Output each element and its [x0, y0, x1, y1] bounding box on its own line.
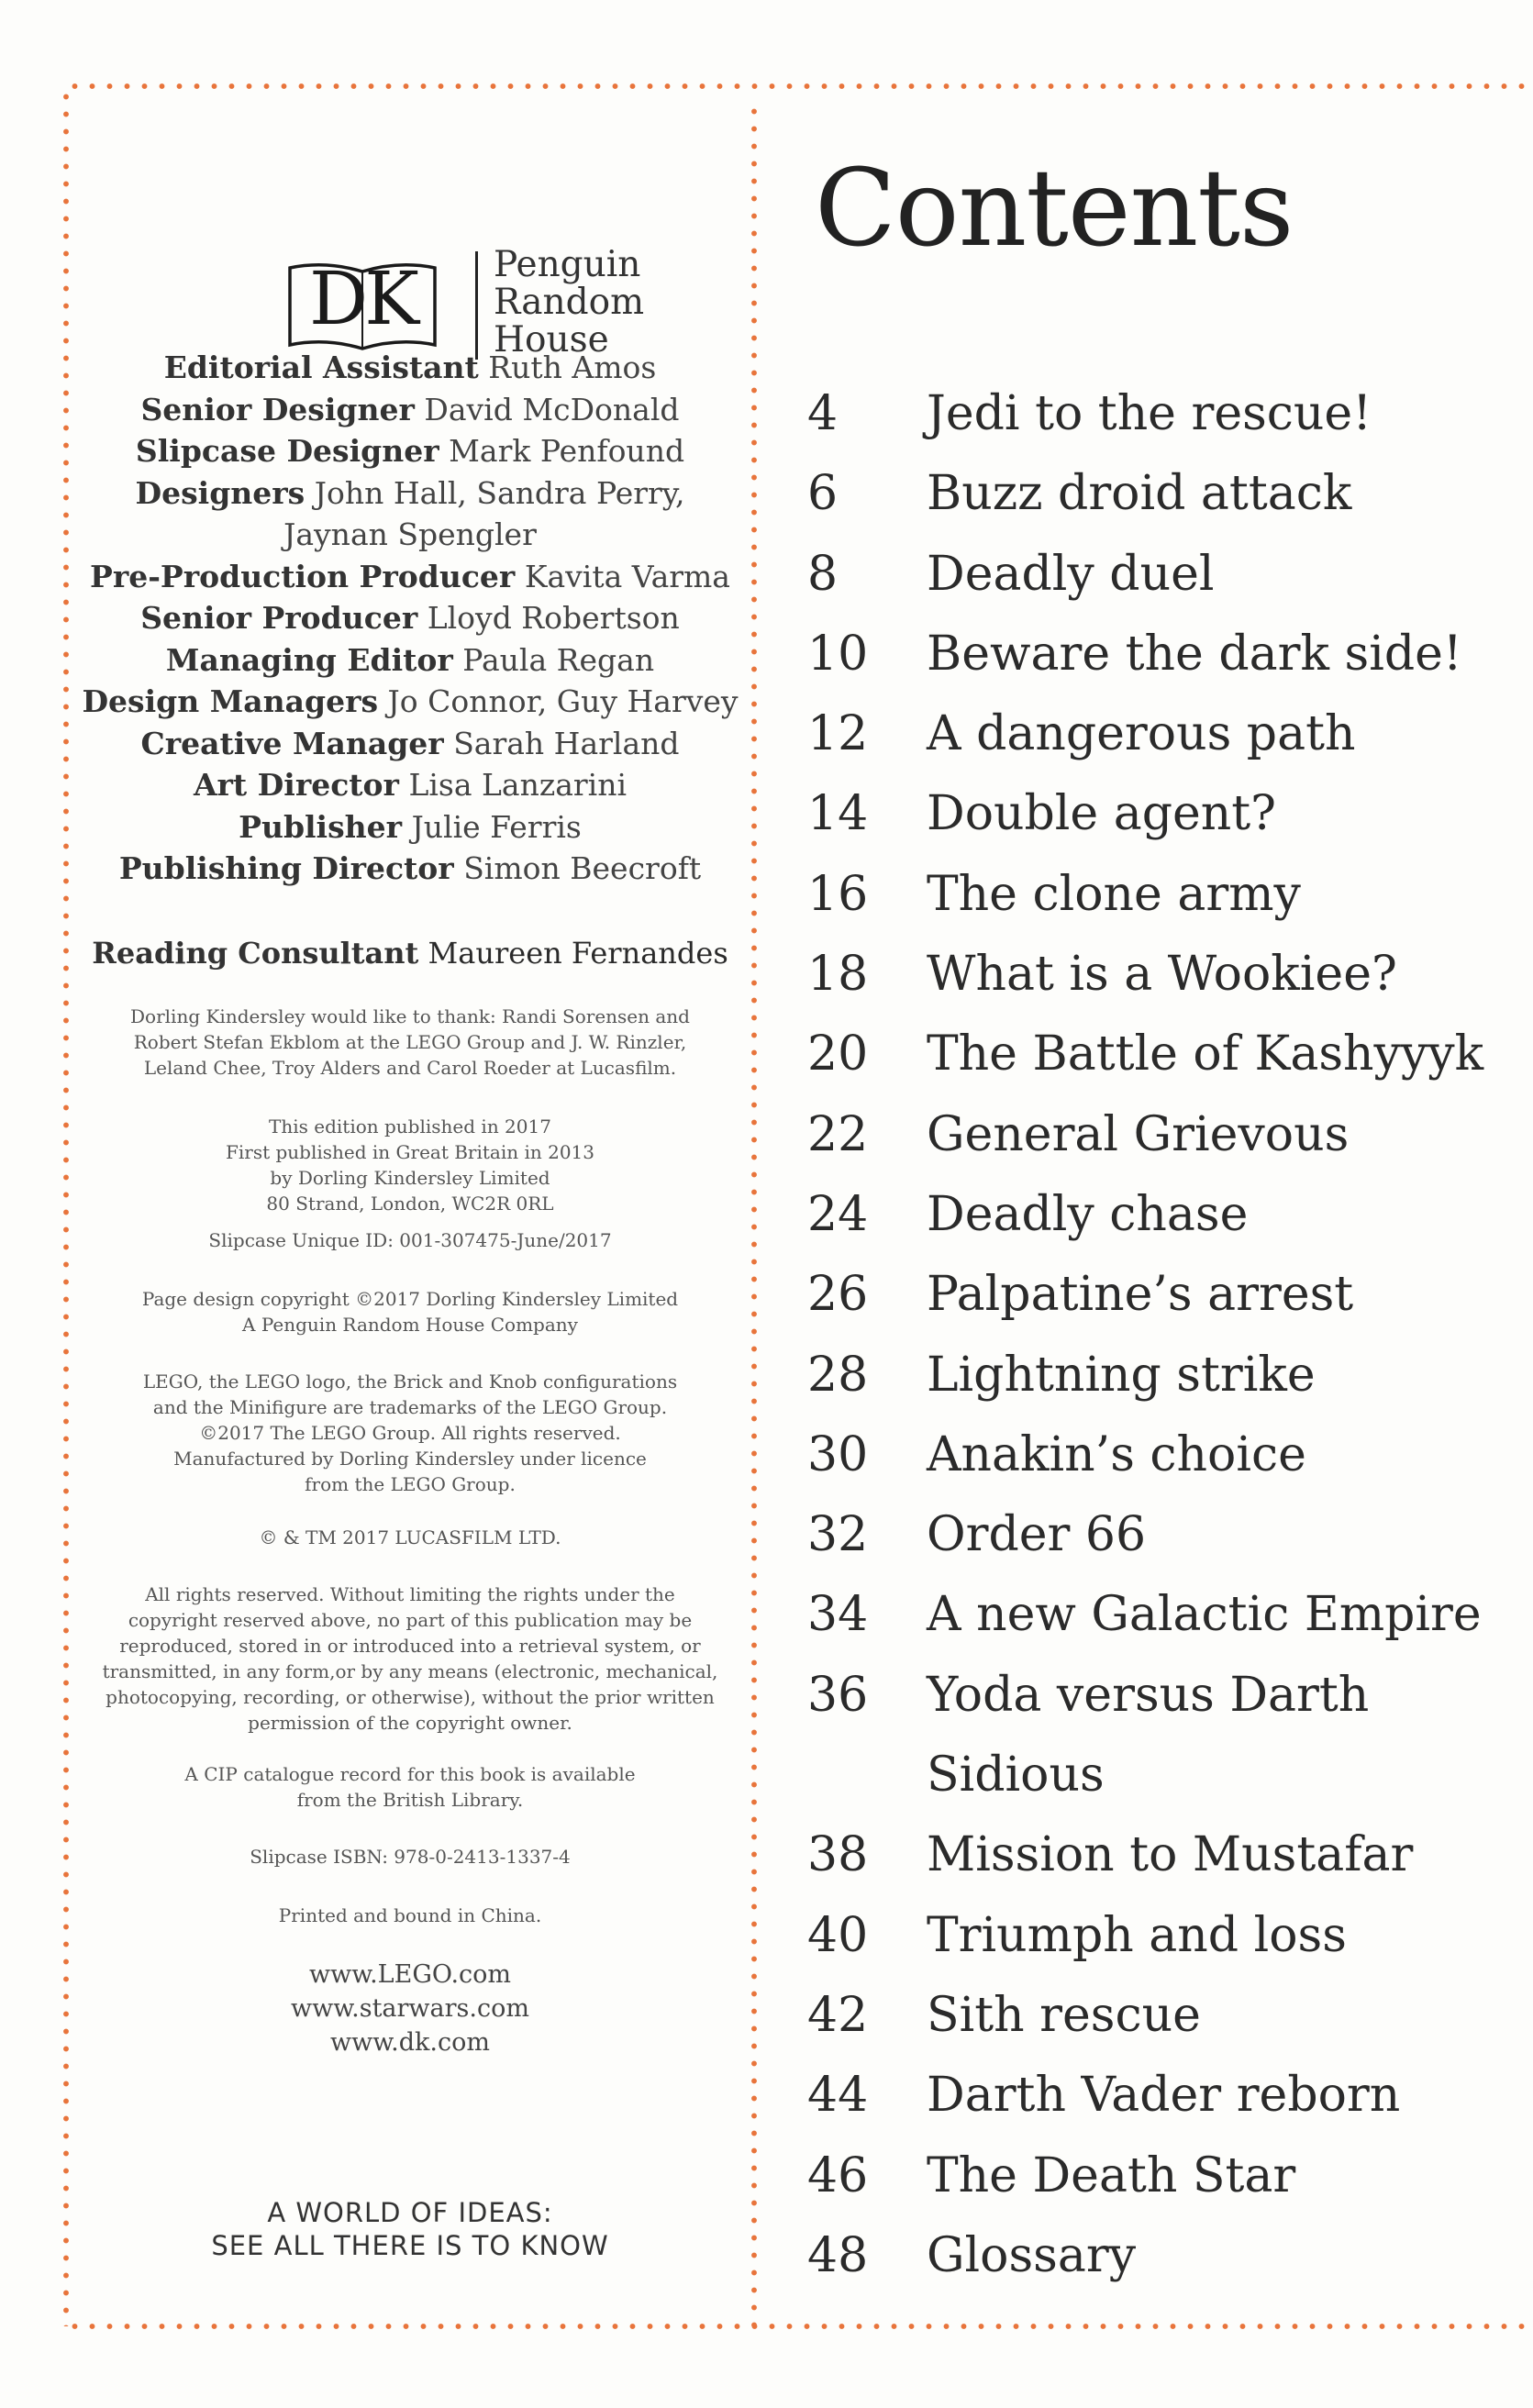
- toc-entry-title: What is a Wookiee?: [927, 947, 1397, 1003]
- toc-entry-title: Palpatine’s arrest: [927, 1267, 1354, 1323]
- credit-role: Senior Producer: [140, 600, 418, 636]
- toc-item: [807, 1175, 1505, 1255]
- credit-line: [66, 723, 754, 765]
- toc-page-number: 26: [807, 1267, 869, 1323]
- toc-item: [807, 1815, 1505, 1895]
- toc-item: [807, 2216, 1505, 2296]
- credit-name: Jaynan Spengler: [283, 516, 537, 552]
- toc-page-number: 34: [807, 1587, 869, 1643]
- credit-line: [66, 430, 754, 472]
- isbn: [94, 1844, 727, 1870]
- toc-item: [807, 615, 1505, 694]
- toc-entry-title: Triumph and loss: [927, 1907, 1347, 1963]
- toc-page-number: 18: [807, 947, 869, 1003]
- credit-role: Senior Designer: [140, 391, 415, 427]
- credit-role: Pre-Production Producer: [90, 558, 516, 594]
- toc-page-number: 32: [807, 1507, 869, 1563]
- credit-line: [66, 681, 754, 723]
- small-print-line: LEGO, the LEGO logo, the Brick and Knob configurations: [142, 1370, 678, 1393]
- lego-trademark-notice: [94, 1369, 727, 1497]
- toc-page-number: 48: [807, 2227, 869, 2283]
- toc-entry-title: Glossary: [927, 2227, 1137, 2283]
- consultant-name: Maureen Fernandes: [428, 936, 728, 971]
- slipcase-id: [94, 1227, 727, 1253]
- toc-page-number: 28: [807, 1347, 869, 1403]
- toc-entry-title: Order 66: [927, 1507, 1147, 1563]
- credit-name: Lloyd Robertson: [427, 600, 680, 636]
- tagline-line: SEE ALL THERE IS TO KNOW: [211, 2230, 609, 2261]
- small-print-line: Manufactured by Dorling Kindersley under licence: [173, 1448, 647, 1470]
- credit-name: Sarah Harland: [453, 725, 680, 761]
- toc-entry-title: Jedi to the rescue!: [927, 386, 1372, 441]
- toc-entry-title: Yoda versus Darth Sidious: [927, 1667, 1370, 1803]
- penguin-random-house-wordmark: [494, 246, 644, 359]
- toc-entry-title: Lightning strike: [927, 1347, 1316, 1403]
- toc-item: [807, 694, 1505, 774]
- imprint-panel: [66, 101, 754, 2321]
- toc-page-number: 8: [807, 546, 839, 602]
- credit-role: Publishing Director: [118, 850, 454, 886]
- toc-page-number: 16: [807, 866, 869, 922]
- toc-item: [807, 1255, 1505, 1335]
- small-print-line: Robert Stefan Ekblom at the LEGO Group and J. W. Rinzler,: [133, 1031, 687, 1053]
- credit-line: [66, 764, 754, 806]
- credit-line: [66, 389, 754, 431]
- consultant-role: Reading Consultant: [92, 936, 419, 971]
- website-link: www.dk.com: [330, 2028, 490, 2057]
- tagline-line: A WORLD OF IDEAS:: [267, 2197, 553, 2228]
- lucasfilm-copyright: [94, 1525, 727, 1550]
- publisher-line: House: [494, 319, 609, 361]
- credit-line: [66, 597, 754, 639]
- toc-page-number: 14: [807, 786, 869, 842]
- small-print-line: from the British Library.: [296, 1789, 524, 1811]
- small-print-line: from the LEGO Group.: [305, 1473, 516, 1495]
- toc-entry-title: A new Galactic Empire: [927, 1587, 1482, 1643]
- small-print-line: This edition published in 2017: [269, 1115, 551, 1137]
- credit-role: Designers: [135, 474, 305, 511]
- toc-item: [807, 1656, 1505, 1816]
- toc-entry-title: Deadly duel: [927, 546, 1215, 602]
- toc-item: [807, 774, 1505, 854]
- toc-item: [807, 1495, 1505, 1575]
- small-print-line: All rights reserved. Without limiting the rights under the: [145, 1583, 675, 1605]
- small-print-line: reproduced, stored in or introduced into a retrieval system, or: [119, 1635, 701, 1657]
- credit-name: Simon Beecroft: [463, 850, 702, 886]
- logo-divider: [475, 251, 478, 360]
- website-link: www.starwars.com: [291, 1994, 529, 2023]
- dotted-border-top: [66, 83, 1533, 90]
- cip-record: [94, 1761, 727, 1813]
- credit-role: Managing Editor: [165, 641, 453, 678]
- credit-role: Art Director: [193, 767, 399, 803]
- credit-line: [66, 639, 754, 682]
- small-print-line: 80 Strand, London, WC2R 0RL: [266, 1193, 554, 1215]
- toc-page-number: 38: [807, 1827, 869, 1883]
- small-print-line: First published in Great Britain in 2013: [225, 1141, 595, 1163]
- credit-role: Editorial Assistant: [163, 350, 479, 385]
- dotted-border-bottom: [66, 2323, 1533, 2330]
- credit-role: Slipcase Designer: [135, 433, 439, 469]
- toc-page-number: 36: [807, 1667, 869, 1723]
- website-links: [66, 1958, 754, 2059]
- page-design-copyright: [94, 1286, 727, 1337]
- small-print-line: A CIP catalogue record for this book is available: [184, 1763, 636, 1785]
- toc-item: [807, 1896, 1505, 1976]
- toc-page-number: 22: [807, 1106, 869, 1162]
- toc-entry-title: Deadly chase: [927, 1186, 1249, 1242]
- credit-name: John Hall, Sandra Perry,: [314, 474, 685, 511]
- toc-page-number: 10: [807, 626, 869, 682]
- toc-entry-title: The Death Star: [927, 2147, 1296, 2203]
- small-print-line: ©2017 The LEGO Group. All rights reserved.: [199, 1422, 621, 1444]
- toc-item: [807, 535, 1505, 615]
- toc-page-number: 44: [807, 2068, 869, 2124]
- toc-item: [807, 935, 1505, 1015]
- credit-role: Publisher: [239, 808, 403, 845]
- small-print-line: Slipcase Unique ID: 001-307475-June/2017: [208, 1229, 612, 1251]
- toc-item: [807, 1976, 1505, 2056]
- small-print-line: Dorling Kindersley would like to thank: Randi Sorensen and: [130, 1005, 690, 1027]
- small-print-line: Leland Chee, Troy Alders and Carol Roeder at Lucasfilm.: [143, 1057, 677, 1079]
- small-print-line: copyright reserved above, no part of this publication may be: [128, 1609, 693, 1631]
- credit-role: Creative Manager: [140, 725, 444, 761]
- toc-entry-title: Anakin’s choice: [927, 1426, 1306, 1482]
- credits-list: [66, 347, 754, 890]
- printed-in: [94, 1903, 727, 1928]
- toc-entry-title: Beware the dark side!: [927, 626, 1462, 682]
- dk-logo-text: DK: [309, 256, 416, 341]
- reading-consultant: [66, 936, 754, 971]
- toc-page-number: 6: [807, 466, 839, 522]
- small-print-line: Printed and bound in China.: [278, 1904, 542, 1926]
- dk-tagline: [66, 2196, 754, 2262]
- toc-item: [807, 374, 1505, 454]
- credit-name: David McDonald: [424, 391, 680, 427]
- credit-line: [66, 514, 754, 556]
- toc-item: [807, 855, 1505, 935]
- toc-entry-title: Double agent?: [927, 786, 1277, 842]
- small-print-line: A Penguin Random House Company: [242, 1314, 578, 1336]
- toc-page-number: 20: [807, 1026, 869, 1082]
- toc-item: [807, 454, 1505, 534]
- credit-role: Design Managers: [82, 683, 379, 719]
- toc-item: [807, 1575, 1505, 1655]
- small-print-line: photocopying, recording, or otherwise), without the prior written: [106, 1686, 715, 1708]
- contents-title: Contents: [815, 147, 1294, 271]
- toc-page-number: 42: [807, 1987, 869, 2043]
- toc-entry-title: Buzz droid attack: [927, 466, 1352, 522]
- toc-page-number: 40: [807, 1907, 869, 1963]
- toc-item: [807, 1336, 1505, 1415]
- toc-page-number: 24: [807, 1186, 869, 1242]
- rights-notice: [94, 1581, 727, 1736]
- edition-info: [94, 1114, 727, 1216]
- credit-line: [66, 472, 754, 515]
- toc-item: [807, 1415, 1505, 1495]
- credit-line: [66, 848, 754, 890]
- publisher-line: Random: [494, 282, 645, 323]
- toc-page-number: 30: [807, 1426, 869, 1482]
- toc-entry-title: Mission to Mustafar: [927, 1827, 1414, 1883]
- toc-entry-title: General Grievous: [927, 1106, 1350, 1162]
- credit-line: [66, 347, 754, 389]
- toc-item: [807, 1095, 1505, 1175]
- credit-name: Paula Regan: [462, 641, 655, 678]
- credit-name: Kavita Varma: [524, 558, 730, 594]
- small-print-line: Page design copyright ©2017 Dorling Kindersley Limited: [141, 1288, 679, 1310]
- credit-name: Mark Penfound: [449, 433, 685, 469]
- small-print-line: Slipcase ISBN: 978-0-2413-1337-4: [250, 1846, 571, 1868]
- toc-entry-title: Darth Vader reborn: [927, 2068, 1401, 2124]
- small-print-line: by Dorling Kindersley Limited: [270, 1167, 550, 1189]
- toc-item: [807, 1015, 1505, 1094]
- credit-line: [66, 806, 754, 849]
- small-print-line: and the Minifigure are trademarks of the LEGO Group.: [152, 1396, 668, 1418]
- toc-page-number: 4: [807, 386, 839, 441]
- credit-line: [66, 556, 754, 598]
- credit-name: Lisa Lanzarini: [408, 767, 628, 803]
- toc-entry-title: A dangerous path: [927, 706, 1356, 762]
- credit-name: Jo Connor, Guy Harvey: [387, 683, 739, 719]
- table-of-contents: [807, 374, 1505, 2296]
- small-print-line: permission of the copyright owner.: [248, 1712, 572, 1734]
- toc-item: [807, 2136, 1505, 2216]
- small-print-line: transmitted, in any form,or by any means (electronic, mechanical,: [102, 1660, 718, 1682]
- toc-entry-title: The clone army: [927, 866, 1301, 922]
- publisher-line: Penguin: [494, 244, 641, 285]
- toc-page-number: 46: [807, 2147, 869, 2203]
- toc-entry-title: The Battle of Kashyyyk: [927, 1026, 1484, 1082]
- credit-name: Julie Ferris: [411, 808, 582, 845]
- toc-entry-title: Sith rescue: [927, 1987, 1201, 2043]
- acknowledgements: [94, 1004, 727, 1081]
- website-link: www.LEGO.com: [308, 1960, 512, 1989]
- toc-page-number: 12: [807, 706, 869, 762]
- toc-item: [807, 2056, 1505, 2136]
- credit-name: Ruth Amos: [488, 350, 657, 385]
- small-print-line: © & TM 2017 LUCASFILM LTD.: [259, 1526, 561, 1548]
